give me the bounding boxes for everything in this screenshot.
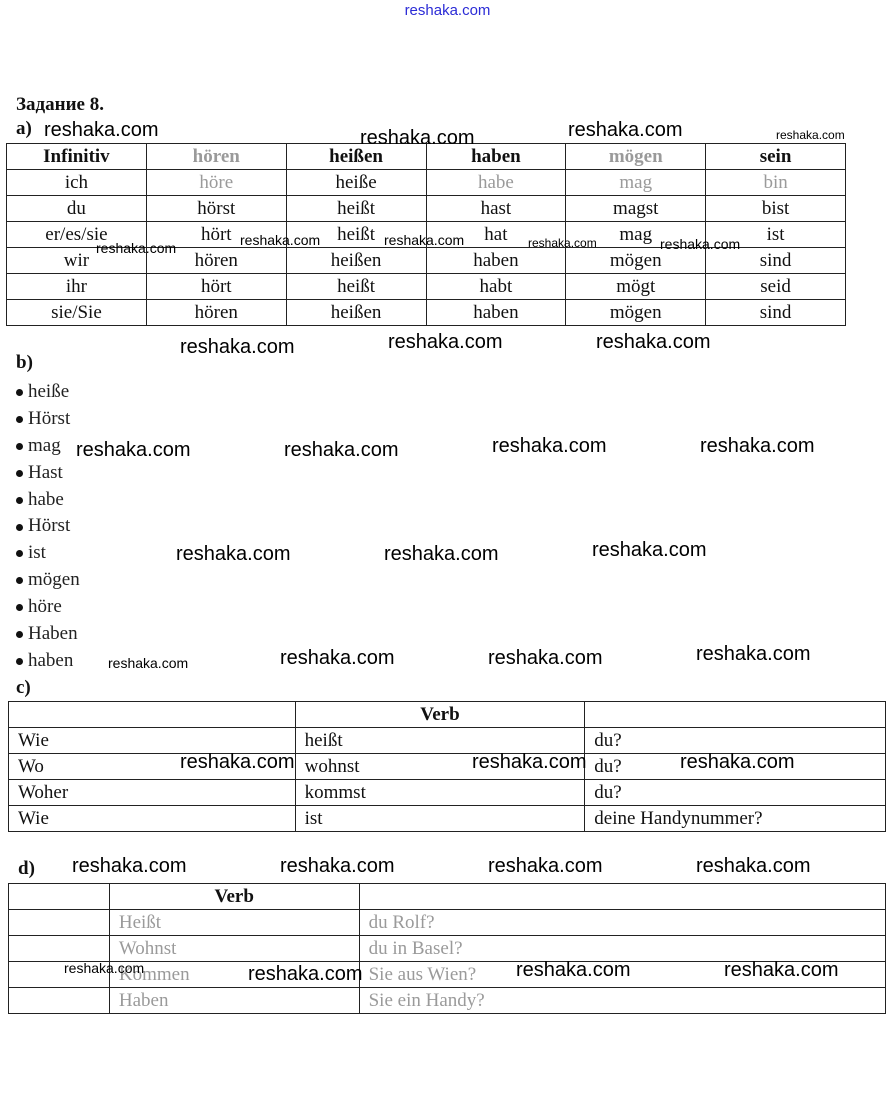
bullet-icon — [16, 658, 23, 665]
list-item — [16, 513, 80, 540]
table-cell: habe — [426, 170, 566, 196]
bullet-icon — [16, 497, 23, 504]
watermark: reshaka.com — [776, 128, 845, 142]
table-row — [9, 806, 886, 832]
table-cell: Sie aus Wien? — [359, 962, 885, 988]
list-item — [16, 460, 80, 487]
header-cell — [585, 702, 886, 728]
header-cell — [359, 884, 885, 910]
table-cell: hat — [426, 222, 566, 248]
table-cell: heißt — [295, 728, 585, 754]
bullet-icon — [16, 416, 23, 423]
table-cell: heißt — [286, 222, 426, 248]
table-row — [7, 300, 846, 326]
section-c-label: c) — [16, 677, 31, 698]
watermark: reshaka.com — [96, 240, 177, 256]
watermark: reshaka.com — [240, 232, 321, 248]
table-cell: höre — [146, 170, 286, 196]
table-cell — [9, 910, 110, 936]
watermark: reshaka.com — [592, 539, 707, 561]
list-item-text: mag — [28, 434, 61, 456]
watermark: reshaka.com — [568, 119, 683, 141]
watermark: reshaka.com — [280, 647, 395, 669]
watermark: reshaka.com — [76, 439, 191, 461]
table-header-row — [9, 702, 886, 728]
site-header-link[interactable]: reshaka.com — [404, 2, 491, 19]
table-cell: ihr — [7, 274, 147, 300]
answer-list — [16, 379, 80, 675]
list-item-text: Haben — [28, 623, 78, 645]
table-cell: hörst — [146, 196, 286, 222]
watermark: reshaka.com — [680, 751, 795, 773]
header-cell: Verb — [109, 884, 359, 910]
list-item-text: ist — [28, 542, 46, 564]
table-row — [7, 274, 846, 300]
watermark: reshaka.com — [384, 543, 499, 565]
table-cell: hören — [146, 300, 286, 326]
table-cell: du in Basel? — [359, 936, 885, 962]
header-cell: sein — [706, 144, 846, 170]
table-cell: Wie — [9, 806, 296, 832]
table-cell: haben — [426, 300, 566, 326]
table-row — [9, 936, 886, 962]
table-cell: hört — [146, 222, 286, 248]
table-cell: mag — [566, 222, 706, 248]
list-item — [16, 540, 80, 567]
bullet-icon — [16, 389, 23, 396]
list-item-text: höre — [28, 596, 62, 618]
list-item-text: mögen — [28, 569, 80, 591]
watermark: reshaka.com — [516, 959, 631, 981]
table-cell: deine Handynummer? — [585, 806, 886, 832]
table-cell: Wo — [9, 754, 296, 780]
table-cell: Wie — [9, 728, 296, 754]
list-item — [16, 648, 80, 675]
watermark: reshaka.com — [488, 855, 603, 877]
table-cell: mögen — [566, 248, 706, 274]
table-cell: heißt — [286, 196, 426, 222]
watermark: reshaka.com — [72, 855, 187, 877]
bullet-icon — [16, 604, 23, 611]
table-cell: mögt — [566, 274, 706, 300]
table-cell — [9, 936, 110, 962]
table-cell: Kommen — [109, 962, 359, 988]
task-title: Задание 8. — [16, 94, 104, 115]
bullet-icon — [16, 443, 23, 450]
watermark: reshaka.com — [180, 336, 295, 358]
table-row — [9, 780, 886, 806]
table-cell: wir — [7, 248, 147, 274]
watermark: reshaka.com — [472, 751, 587, 773]
table-cell: sind — [706, 300, 846, 326]
table-cell: hast — [426, 196, 566, 222]
table-cell: Heißt — [109, 910, 359, 936]
section-a-label: a) — [16, 118, 32, 139]
table-cell: ich — [7, 170, 147, 196]
list-item-text: Hast — [28, 461, 63, 483]
table-cell: heißen — [286, 300, 426, 326]
table-cell: du Rolf? — [359, 910, 885, 936]
table-cell: magst — [566, 196, 706, 222]
list-item-text: Hörst — [28, 407, 71, 429]
table-cell: seid — [706, 274, 846, 300]
watermark: reshaka.com — [660, 236, 741, 252]
table-cell: du? — [585, 780, 886, 806]
watermark: reshaka.com — [696, 855, 811, 877]
watermark: reshaka.com — [248, 963, 363, 985]
bullet-icon — [16, 631, 23, 638]
table-row — [7, 196, 846, 222]
list-item — [16, 406, 80, 433]
watermark: reshaka.com — [360, 127, 475, 149]
table-cell: ist — [295, 806, 585, 832]
watermark: reshaka.com — [64, 960, 145, 976]
table-cell: wohnst — [295, 754, 585, 780]
watermark: reshaka.com — [492, 435, 607, 457]
question-table-d — [8, 883, 886, 1014]
header-cell: mögen — [566, 144, 706, 170]
table-cell: bist — [706, 196, 846, 222]
table-cell — [9, 988, 110, 1014]
watermark: reshaka.com — [528, 236, 597, 250]
table-cell: Sie ein Handy? — [359, 988, 885, 1014]
section-d-label: d) — [18, 858, 35, 879]
watermark: reshaka.com — [388, 331, 503, 353]
list-item-text: habe — [28, 488, 64, 510]
table-row — [9, 910, 886, 936]
table-cell: du? — [585, 728, 886, 754]
table-row — [7, 170, 846, 196]
watermark: reshaka.com — [44, 119, 159, 141]
table-cell: mögen — [566, 300, 706, 326]
list-item-text: heiße — [28, 381, 70, 402]
table-cell: heißt — [286, 274, 426, 300]
watermark: reshaka.com — [180, 751, 295, 773]
watermark: reshaka.com — [176, 543, 291, 565]
watermark: reshaka.com — [488, 647, 603, 669]
table-cell: Haben — [109, 988, 359, 1014]
list-item — [16, 433, 80, 460]
list-item-text: haben — [28, 649, 74, 671]
watermark: reshaka.com — [280, 855, 395, 877]
table-cell: hören — [146, 248, 286, 274]
list-item-text: Hörst — [28, 515, 71, 537]
bullet-icon — [16, 470, 23, 477]
watermark: reshaka.com — [700, 435, 815, 457]
table-cell: Wohnst — [109, 936, 359, 962]
table-cell: heiße — [286, 170, 426, 196]
watermark: reshaka.com — [724, 959, 839, 981]
table-row — [9, 728, 886, 754]
header-cell — [9, 884, 110, 910]
watermark: reshaka.com — [696, 643, 811, 665]
header-cell — [9, 702, 296, 728]
header-cell: Verb — [295, 702, 585, 728]
table-cell: sie/Sie — [7, 300, 147, 326]
table-row — [9, 988, 886, 1014]
watermark: reshaka.com — [108, 655, 189, 671]
table-cell: habt — [426, 274, 566, 300]
table-cell: du? — [585, 754, 886, 780]
bullet-icon — [16, 550, 23, 557]
table-cell: heißen — [286, 248, 426, 274]
bullet-icon — [16, 524, 23, 531]
list-item — [16, 567, 80, 594]
header-cell: hören — [146, 144, 286, 170]
table-cell: mag — [566, 170, 706, 196]
table-cell: ist — [706, 222, 846, 248]
table-cell: kommst — [295, 780, 585, 806]
table-cell: du — [7, 196, 147, 222]
list-item — [16, 379, 80, 406]
table-cell: sind — [706, 248, 846, 274]
list-item — [16, 621, 80, 648]
table-cell: er/es/sie — [7, 222, 147, 248]
list-item — [16, 594, 80, 621]
list-item — [16, 487, 80, 514]
header-cell: haben — [426, 144, 566, 170]
section-b-label: b) — [16, 352, 33, 373]
watermark: reshaka.com — [284, 439, 399, 461]
table-cell: Woher — [9, 780, 296, 806]
table-cell: bin — [706, 170, 846, 196]
bullet-icon — [16, 577, 23, 584]
table-header-row — [9, 884, 886, 910]
table-cell: haben — [426, 248, 566, 274]
watermark: reshaka.com — [384, 232, 465, 248]
watermark: reshaka.com — [596, 331, 711, 353]
header-cell: Infinitiv — [7, 144, 147, 170]
header-cell: heißen — [286, 144, 426, 170]
table-cell: hört — [146, 274, 286, 300]
